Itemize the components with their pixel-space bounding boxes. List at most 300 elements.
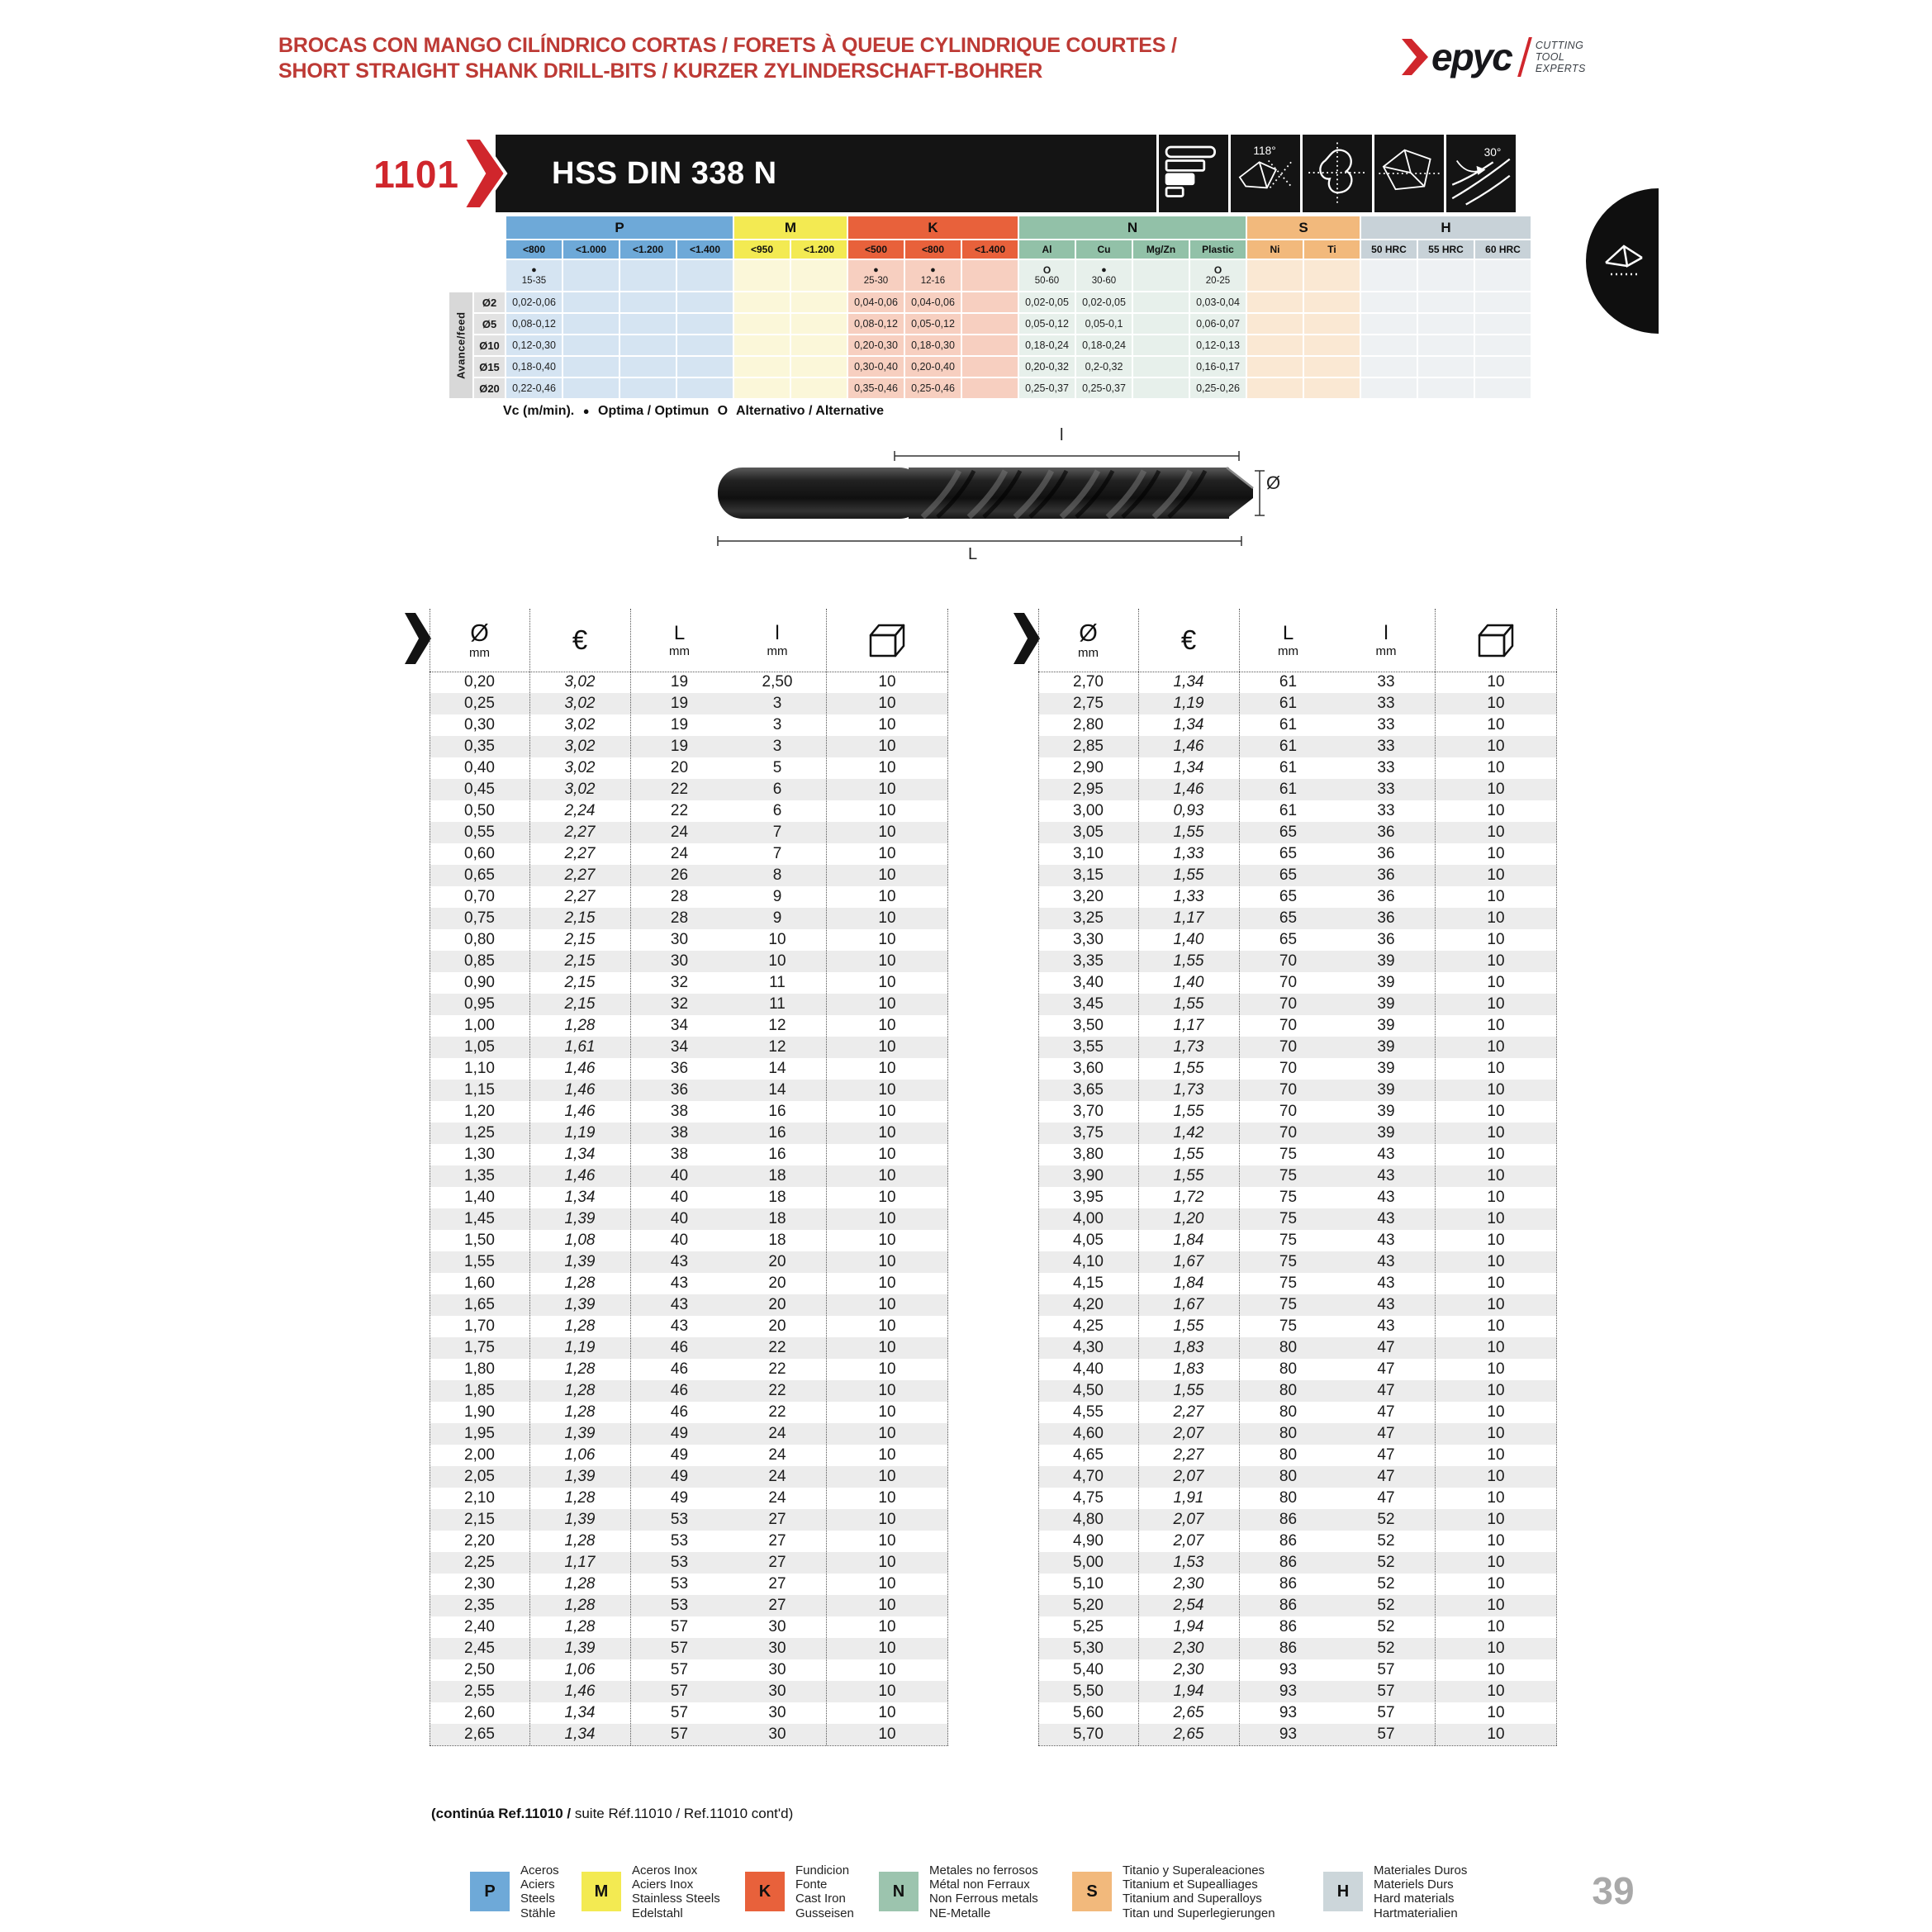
diameter-cell: 0,25	[464, 695, 495, 712]
flute-length-cell: 30	[768, 1661, 786, 1678]
material-subheader: <1.400	[677, 240, 733, 259]
total-length-cell: 80	[1279, 1360, 1298, 1378]
cross-section-icon	[1303, 135, 1372, 212]
total-length-cell: 30	[670, 931, 689, 948]
table-row	[430, 1251, 948, 1273]
total-length-cell: 75	[1279, 1317, 1298, 1335]
flute-length-cell: 52	[1377, 1640, 1395, 1657]
table-row	[1038, 1445, 1557, 1466]
flute-length-cell: 52	[1377, 1597, 1395, 1614]
material-subheader: 55 HRC	[1418, 240, 1474, 259]
flute-length-cell: 33	[1377, 673, 1395, 691]
table-body	[1038, 672, 1557, 1745]
feed-value-cell	[1418, 292, 1474, 312]
price-cell: 1,53	[1173, 1554, 1204, 1571]
flute-length-cell: 7	[772, 845, 782, 862]
package-qty-cell: 10	[878, 1210, 896, 1227]
total-length-cell: 20	[670, 759, 689, 776]
diameter-cell: 5,25	[1073, 1618, 1104, 1635]
price-cell: 1,42	[1173, 1124, 1204, 1142]
feed-value-cell	[1418, 378, 1474, 398]
total-length-cell: 65	[1279, 824, 1298, 841]
table-row	[1038, 886, 1557, 908]
total-length-cell: 86	[1279, 1618, 1298, 1635]
total-length-dim-label: L	[968, 545, 978, 563]
package-qty-cell: 10	[1487, 1532, 1505, 1550]
table-row	[430, 1659, 948, 1681]
diameter-cell: 5,70	[1073, 1726, 1104, 1743]
package-qty-cell: 10	[1487, 738, 1505, 755]
package-qty-cell: 10	[1487, 1167, 1505, 1184]
flute-length-cell: 16	[768, 1103, 786, 1120]
feed-value-cell	[677, 292, 733, 312]
flute-length-cell: 39	[1377, 1081, 1395, 1099]
feed-value-cell	[620, 357, 676, 377]
flute-length-cell: 52	[1377, 1618, 1395, 1635]
total-length-cell: 93	[1279, 1683, 1298, 1700]
table-row	[1038, 1466, 1557, 1488]
flute-length-cell: 39	[1377, 952, 1395, 970]
table-row	[430, 1531, 948, 1552]
feed-value-cell: 0,08-0,12	[848, 314, 904, 334]
feed-value-cell	[1133, 292, 1189, 312]
price-cell: 1,28	[564, 1017, 596, 1034]
package-qty-cell: 10	[878, 866, 896, 884]
package-qty-cell: 10	[878, 1317, 896, 1335]
diameter-cell: 2,70	[1073, 673, 1104, 691]
diameter-cell: 2,35	[464, 1597, 495, 1614]
diameter-symbol: Ø	[1079, 619, 1098, 647]
flute-length-cell: 20	[768, 1317, 786, 1335]
table-row	[430, 1445, 948, 1466]
legend-text	[1374, 1863, 1467, 1920]
diameter-cell: 1,65	[464, 1296, 495, 1313]
product-banner	[496, 135, 1516, 212]
legend-line: Titan und Superlegierungen	[1123, 1906, 1275, 1920]
package-qty-cell: 10	[1487, 1425, 1505, 1442]
diameter-cell: 1,55	[464, 1253, 495, 1270]
package-qty-cell: 10	[1487, 1103, 1505, 1120]
diameter-cell: 4,90	[1073, 1532, 1104, 1550]
legend-line: Fundicion	[795, 1863, 850, 1877]
legend-line: Aceros Inox	[632, 1863, 698, 1877]
price-cell: 3,02	[564, 781, 596, 798]
price-cell: 1,28	[564, 1275, 596, 1292]
total-length-cell: 26	[670, 866, 689, 884]
table-row	[430, 779, 948, 800]
material-group-header: P	[506, 216, 733, 239]
price-cell: 1,55	[1173, 1317, 1204, 1335]
flute-length-header	[729, 609, 826, 672]
table-row	[430, 1080, 948, 1101]
flute-length-cell: 36	[1377, 909, 1395, 927]
flute-length-cell: 7	[772, 824, 782, 841]
package-qty-cell: 10	[1487, 845, 1505, 862]
flute-length-cell: 18	[768, 1167, 786, 1184]
total-length-cell: 43	[670, 1253, 689, 1270]
flute-length-cell: 18	[768, 1232, 786, 1249]
total-length-cell: 46	[670, 1360, 689, 1378]
package-qty-cell: 10	[878, 716, 896, 733]
total-length-cell: 40	[670, 1232, 689, 1249]
table-row	[1038, 994, 1557, 1015]
brand-logo	[1401, 31, 1586, 83]
total-length-cell: 75	[1279, 1253, 1298, 1270]
table-row	[1038, 908, 1557, 929]
price-cell: 2,30	[1173, 1575, 1204, 1593]
table-row	[430, 822, 948, 843]
feed-value-cell: 0,25-0,37	[1076, 378, 1132, 398]
price-cell: 2,27	[1173, 1446, 1204, 1464]
diameter-cell: 2,60	[464, 1704, 495, 1721]
feed-value-cell	[1475, 335, 1531, 355]
flute-length-cell: 20	[768, 1275, 786, 1292]
total-length-cell: 75	[1279, 1167, 1298, 1184]
flute-length-cell: 14	[768, 1060, 786, 1077]
brand-chevron-icon	[1401, 36, 1431, 78]
vc-speed-cell	[905, 260, 961, 291]
price-cell: 3,02	[564, 673, 596, 691]
diameter-cell: 4,60	[1073, 1425, 1104, 1442]
package-qty-cell: 10	[878, 1425, 896, 1442]
table-row	[430, 1123, 948, 1144]
feed-value-cell	[1133, 314, 1189, 334]
materials-cell	[449, 260, 505, 291]
legend-line: Aciers	[520, 1877, 555, 1892]
total-length-cell: 49	[670, 1489, 689, 1507]
table-row	[430, 1402, 948, 1423]
diameter-cell: 2,50	[464, 1661, 495, 1678]
package-qty-cell: 10	[878, 1339, 896, 1356]
table-row	[430, 1359, 948, 1380]
flute-length-cell: 39	[1377, 1060, 1395, 1077]
vc-speed-cell	[1076, 260, 1132, 291]
table-row	[430, 800, 948, 822]
diameter-cell: 3,70	[1073, 1103, 1104, 1120]
point-angle-icon	[1231, 135, 1300, 212]
legend-swatch: H	[1323, 1872, 1363, 1911]
diameter-cell: 3,65	[1073, 1081, 1104, 1099]
flute-length-cell: 52	[1377, 1511, 1395, 1528]
price-cell: 1,91	[1173, 1489, 1204, 1507]
total-length-cell: 40	[670, 1189, 689, 1206]
table-row	[430, 972, 948, 994]
package-qty-cell: 10	[1487, 1554, 1505, 1571]
total-length-cell: 65	[1279, 888, 1298, 905]
diameter-cell: 1,10	[464, 1060, 495, 1077]
flute-length-cell: 24	[768, 1425, 786, 1442]
feed-row-label: Ø5	[474, 314, 505, 334]
diameter-cell: 1,40	[464, 1189, 495, 1206]
price-cell: 1,39	[564, 1253, 596, 1270]
vc-speed-cell	[791, 260, 847, 291]
vc-range: 50-60	[1034, 276, 1060, 286]
flute-length-cell: 43	[1377, 1146, 1395, 1163]
flute-length-cell: 39	[1377, 1103, 1395, 1120]
total-length-cell: 80	[1279, 1468, 1298, 1485]
vc-range: 20-25	[1205, 276, 1231, 286]
feed-value-cell	[563, 357, 619, 377]
price-cell: 3,02	[564, 759, 596, 776]
feed-value-cell	[962, 357, 1018, 377]
flute-length-cell: 10	[768, 952, 786, 970]
diameter-cell: 1,75	[464, 1339, 495, 1356]
package-qty-cell: 10	[1487, 1575, 1505, 1593]
feed-value-cell	[1361, 292, 1417, 312]
package-qty-cell: 10	[1487, 1146, 1505, 1163]
package-qty-cell: 10	[878, 1232, 896, 1249]
diameter-cell: 2,90	[1073, 759, 1104, 776]
price-cell: 1,39	[564, 1511, 596, 1528]
total-length-cell: 80	[1279, 1403, 1298, 1421]
feed-value-cell: 0,18-0,40	[506, 357, 562, 377]
legend-line: Hartmaterialien	[1374, 1906, 1458, 1920]
total-length-cell: 19	[670, 695, 689, 712]
diameter-cell: 5,40	[1073, 1661, 1104, 1678]
price-cell: 2,15	[564, 995, 596, 1013]
table-row	[1038, 1337, 1557, 1359]
package-qty-cell: 10	[878, 1167, 896, 1184]
vc-speed-cell	[563, 260, 619, 291]
package-qty-cell: 10	[1487, 1360, 1505, 1378]
table-row	[430, 865, 948, 886]
feed-value-cell	[1361, 357, 1417, 377]
table-row	[1038, 757, 1557, 779]
vc-speed-cell	[620, 260, 676, 291]
table-row	[430, 757, 948, 779]
feed-value-cell	[1418, 314, 1474, 334]
alternative-label: Alternativo / Alternative	[735, 404, 884, 418]
material-subheader: 60 HRC	[1475, 240, 1531, 259]
legend-text	[795, 1863, 854, 1920]
package-qty-cell: 10	[1487, 995, 1505, 1013]
flute-length-cell: 33	[1377, 738, 1395, 755]
table-row	[430, 1724, 948, 1745]
feed-value-cell	[1475, 292, 1531, 312]
price-cell: 1,08	[564, 1232, 596, 1249]
feed-value-cell	[1133, 335, 1189, 355]
diameter-unit: mm	[469, 645, 490, 660]
feed-value-cell	[1247, 292, 1303, 312]
diameter-cell: 0,75	[464, 909, 495, 927]
package-qty-cell: 10	[878, 952, 896, 970]
table-gridline	[947, 609, 948, 1745]
flute-length-cell: 36	[1377, 824, 1395, 841]
total-length-cell: 61	[1279, 781, 1298, 798]
flute-length-cell: 33	[1377, 759, 1395, 776]
total-length-cell: 19	[670, 673, 689, 691]
flute-length-cell: 36	[1377, 845, 1395, 862]
flute-length-cell: 52	[1377, 1532, 1395, 1550]
price-cell: 1,46	[564, 1060, 596, 1077]
table-gridline	[1038, 609, 1039, 1745]
legend-line: Titanium and Superalloys	[1123, 1892, 1262, 1906]
diameter-cell: 0,85	[464, 952, 495, 970]
feed-value-cell: 0,25-0,37	[1019, 378, 1075, 398]
table-row	[1038, 1552, 1557, 1574]
price-cell: 1,46	[1173, 738, 1204, 755]
feed-value-cell	[620, 314, 676, 334]
total-length-cell: 86	[1279, 1554, 1298, 1571]
package-qty-cell: 10	[1487, 1124, 1505, 1142]
alternative-marker: O	[1042, 264, 1051, 276]
helix-angle-label: 30°	[1483, 145, 1502, 159]
vc-speed-cell	[1475, 260, 1531, 291]
price-cell: 1,28	[564, 1618, 596, 1635]
feed-value-cell: 0,18-0,24	[1076, 335, 1132, 355]
vc-speed-cell	[506, 260, 562, 291]
flute-length-cell: 16	[768, 1146, 786, 1163]
vc-speed-cell	[962, 260, 1018, 291]
total-length-cell: 38	[670, 1124, 689, 1142]
continuation-note-bold: (continúa Ref.11010 /	[431, 1806, 572, 1821]
diameter-cell: 0,35	[464, 738, 495, 755]
flute-length-cell: 36	[1377, 888, 1395, 905]
total-length-cell: 70	[1279, 1103, 1298, 1120]
legend-item-M	[581, 1863, 720, 1920]
material-group-header: H	[1361, 216, 1531, 239]
material-group-header: M	[734, 216, 847, 239]
package-qty-cell: 10	[878, 802, 896, 819]
total-length-cell: 75	[1279, 1275, 1298, 1292]
price-cell: 2,15	[564, 974, 596, 991]
legend-line: Aciers Inox	[632, 1877, 694, 1892]
drill-photo	[706, 446, 1284, 566]
price-cell: 1,39	[564, 1468, 596, 1485]
feed-value-cell	[962, 335, 1018, 355]
price-cell: 1,17	[1173, 1017, 1204, 1034]
price-cell: 1,06	[564, 1446, 596, 1464]
table-row	[1038, 1638, 1557, 1659]
flute-length-cell: 20	[768, 1253, 786, 1270]
package-qty-cell: 10	[1487, 824, 1505, 841]
legend-text	[929, 1863, 1038, 1920]
flute-length-cell: 36	[1377, 866, 1395, 884]
table-row	[1038, 1574, 1557, 1595]
package-qty-cell: 10	[1487, 1081, 1505, 1099]
total-length-unit: mm	[669, 643, 690, 658]
diameter-cell: 3,50	[1073, 1017, 1104, 1034]
avance-feed-label: Avance/feed	[449, 292, 472, 398]
diameter-cell: 5,20	[1073, 1597, 1104, 1614]
package-qty-icon	[1476, 621, 1516, 659]
feed-value-cell: 0,18-0,24	[1019, 335, 1075, 355]
price-cell: 2,07	[1173, 1511, 1204, 1528]
package-qty-cell: 10	[1487, 1232, 1505, 1249]
table-row	[430, 1337, 948, 1359]
vc-speed-cell	[1247, 260, 1303, 291]
feed-value-cell	[677, 314, 733, 334]
total-length-cell: 70	[1279, 974, 1298, 991]
package-qty-cell: 10	[1487, 1661, 1505, 1678]
package-qty-cell: 10	[1487, 1597, 1505, 1614]
price-cell: 1,73	[1173, 1038, 1204, 1056]
table-row	[430, 1574, 948, 1595]
table-row	[1038, 672, 1557, 693]
price-cell: 1,55	[1173, 1146, 1204, 1163]
package-qty-cell: 10	[1487, 1468, 1505, 1485]
legend-item-N	[879, 1863, 1038, 1920]
table-row	[430, 1230, 948, 1251]
table-row	[1038, 1273, 1557, 1294]
flute-length-cell: 30	[768, 1726, 786, 1743]
flute-length-cell: 3	[772, 695, 782, 712]
flute-length-cell: 27	[768, 1597, 786, 1614]
price-cell: 1,33	[1173, 888, 1204, 905]
diameter-cell: 3,55	[1073, 1038, 1104, 1056]
table-row	[1038, 1316, 1557, 1337]
price-cell: 1,28	[564, 1532, 596, 1550]
legend-line: Cast Iron	[795, 1892, 846, 1906]
legend-text	[520, 1863, 559, 1920]
price-header	[529, 609, 630, 672]
total-length-cell: 36	[670, 1081, 689, 1099]
total-length-cell: 34	[670, 1038, 689, 1056]
total-length-cell: 75	[1279, 1296, 1298, 1313]
flute-length-cell: 12	[768, 1038, 786, 1056]
optima-symbol: ●	[582, 405, 590, 417]
table-row	[430, 1638, 948, 1659]
legend-swatch: S	[1072, 1872, 1112, 1911]
flute-length-cell: 3	[772, 738, 782, 755]
legend-line: Titanio y Superaleaciones	[1123, 1863, 1265, 1877]
total-length-cell: 53	[670, 1597, 689, 1614]
diameter-cell: 4,10	[1073, 1253, 1104, 1270]
total-length-cell: 19	[670, 738, 689, 755]
diameter-cell: 3,00	[1073, 802, 1104, 819]
table-row	[1038, 951, 1557, 972]
table-row	[1038, 1423, 1557, 1445]
table-row	[1038, 1230, 1557, 1251]
package-qty-cell: 10	[1487, 1317, 1505, 1335]
feed-value-cell: 0,18-0,30	[905, 335, 961, 355]
diameter-cell: 3,80	[1073, 1146, 1104, 1163]
price-cell: 2,65	[1173, 1704, 1204, 1721]
material-subheader: <800	[506, 240, 562, 259]
feed-row-label: Ø10	[474, 335, 505, 355]
table-body	[430, 672, 948, 1745]
material-group-header: N	[1019, 216, 1246, 239]
feed-value-cell	[677, 357, 733, 377]
feed-value-cell: 0,06-0,07	[1190, 314, 1246, 334]
price-cell: 1,61	[564, 1038, 596, 1056]
price-cell: 1,55	[1173, 952, 1204, 970]
vc-speed-cell	[848, 260, 904, 291]
feed-value-cell: 0,22-0,46	[506, 378, 562, 398]
table-gridline	[529, 609, 530, 1745]
table-row	[430, 1165, 948, 1187]
flute-length-cell: 30	[768, 1618, 786, 1635]
drill-tab-icon	[1599, 236, 1649, 286]
package-qty-cell: 10	[878, 1103, 896, 1120]
flute-length-cell: 39	[1377, 1038, 1395, 1056]
feed-value-cell: 0,2-0,32	[1076, 357, 1132, 377]
legend-swatch: K	[745, 1872, 785, 1911]
price-cell: 1,34	[1173, 716, 1204, 733]
total-length-cell: 65	[1279, 909, 1298, 927]
feed-value-cell: 0,20-0,32	[1019, 357, 1075, 377]
logo-tagline-line: EXPERTS	[1535, 63, 1586, 74]
legend-line: Gusseisen	[795, 1906, 854, 1920]
package-qty-cell: 10	[878, 1403, 896, 1421]
package-qty-cell: 10	[1487, 673, 1505, 691]
feed-value-cell	[1361, 335, 1417, 355]
price-cell: 1,28	[564, 1360, 596, 1378]
feed-value-cell	[1361, 378, 1417, 398]
diameter-cell: 3,75	[1073, 1124, 1104, 1142]
feed-value-cell: 0,02-0,06	[506, 292, 562, 312]
diameter-header	[1038, 609, 1138, 672]
